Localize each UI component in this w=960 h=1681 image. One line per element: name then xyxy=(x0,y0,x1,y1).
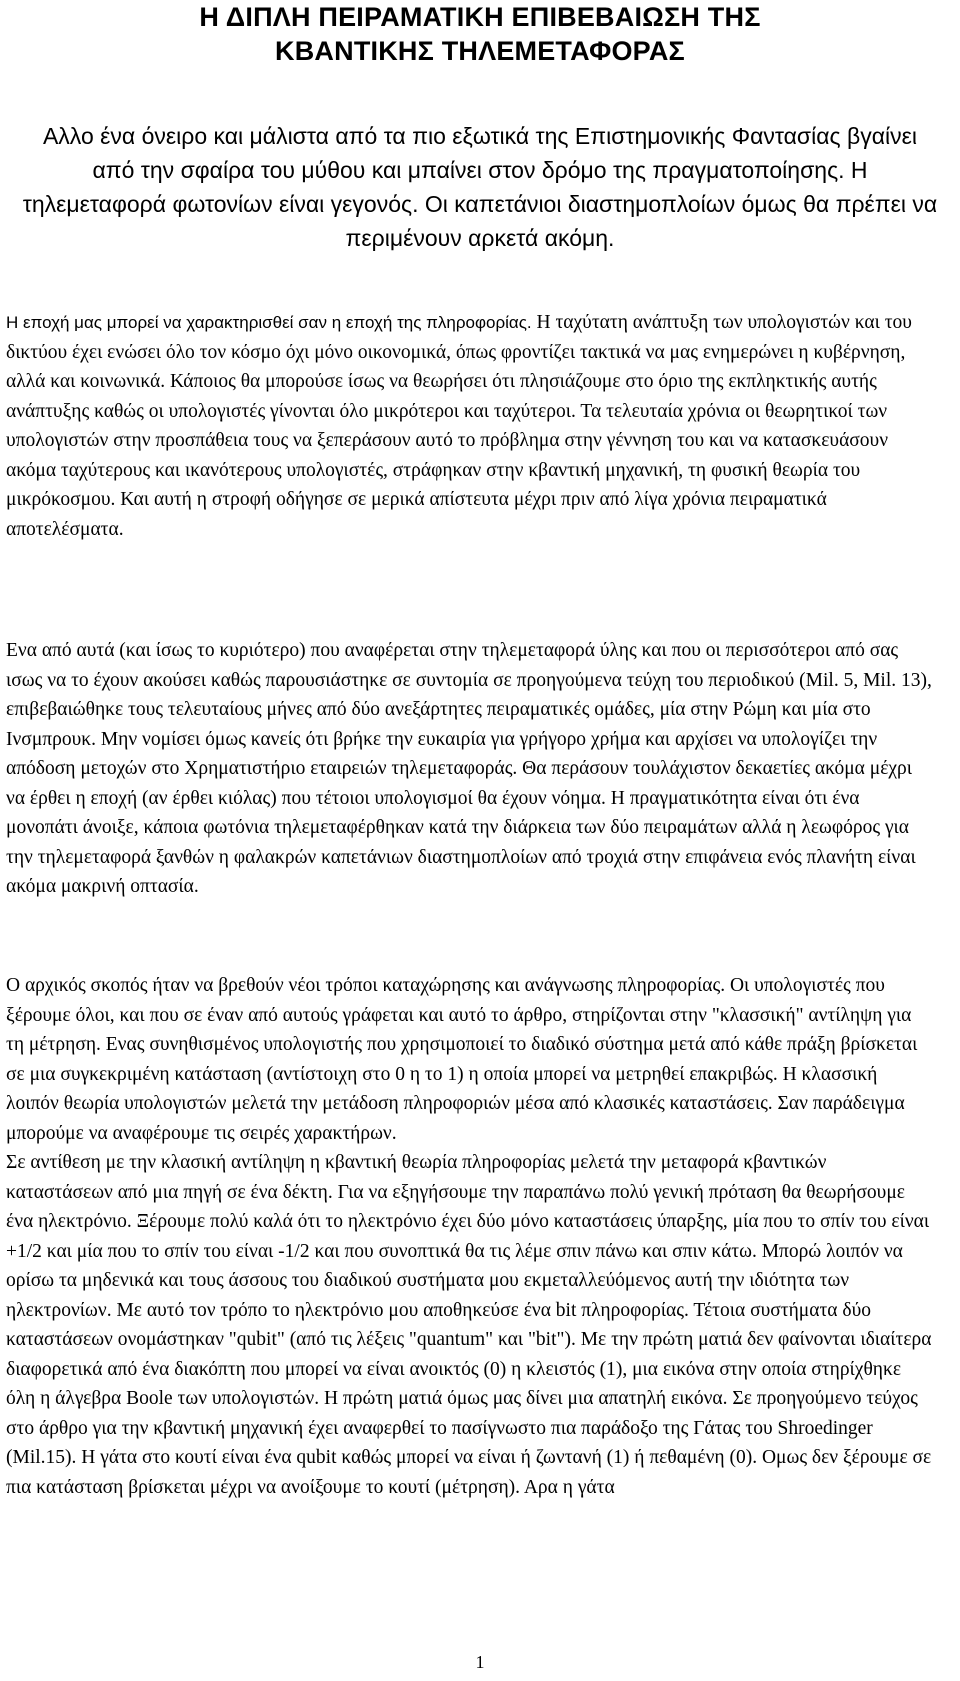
title-line-1: Η ΔΙΠΛΗ ΠΕΙΡΑΜΑΤΙΚΗ ΕΠΙΒΕΒΑΙΩΣΗ ΤΗΣ xyxy=(199,2,761,32)
paragraph-3 xyxy=(6,971,934,1502)
paragraph-2: Ενα από αυτά (και ίσως το κυριότερο) που αναφέρεται στην τηλεμεταφορά ύλης και που οι περισσότεροι από σας ισως να το έχουν ακούσει καθώς παρουσιάστηκε σε συντομία σε προηγούμενα τεύχη του περιοδικού (Mil. 5, Mil. 13), επιβεβαιώθηκε τους τελευταίους μήνες από δύο ανεξάρτητες πειραματικές ομάδες, μία στην Ρώμη και μία στο Ινσμπρουκ. Μην νομίσει όμως κανείς ότι βρήκε την ευκαιρία για γρήγορο χρήμα και αρχίσει να υπολογίζει την απόδοση μετοχών στο Χρηματιστήριο εταιρειών τηλεμεταφοράς. Θα περάσουν τουλάχιστον δεκαετίες ακόμα μέχρι να έρθει η εποχή (αν έρθει κιόλας) που τέτοιοι υπολογισμοί θα έχουν νόημα. Η πραγματικότητα είναι ότι ένα μονοπάτι άνοιξε, κάποια φωτόνια τηλεμεταφέρθηκαν κατά την διάρκεια των δύο πειραμάτων αλλά η λεωφόρος για την τηλεμεταφορά ξανθών η φαλακρών καπετάνιων διαστημοπλοίων από τροχιά στην επιφάνεια ενός πλανήτη είναι ακόμα μακρινή οπτασία. xyxy=(6,640,932,897)
page-number: 1 xyxy=(475,1652,485,1672)
paragraph-1-lead: Η εποχή μας μπορεί να χαρακτηρισθεί σαν η εποχή της πληροφορίας. xyxy=(6,313,532,332)
article-title xyxy=(30,0,930,68)
article-subtitle: Αλλο ένα όνειρο και μάλιστα από τα πιο εξωτικά της Επιστημονικής Φαντασίας βγαίνει από την σφαίρα του μύθου και μπαίνει στον δρόμο της πραγματοποίησης. Η τηλεμεταφορά φωτονίων είναι γεγονός. Οι καπετάνιοι διαστημοπλοίων όμως θα πρέπει να περιμένουν αρκετά ακόμη. xyxy=(22,123,938,251)
paragraph-1-rest: Η ταχύτατη ανάπτυξη των υπολογιστών και του δικτύου έχει ενώσει όλο τον κόσμο όχι μόνο οικονομικά, όπως φροντίζει τακτικά να μας ενημερώνει η κυβέρνηση, αλλά και κοινωνικά. Κάποιος θα μπορούσε ίσως να θεωρήσει ότι πλησιάζουμε στο όριο της εκπληκτικής αυτής ανάπτυξης καθώς οι υπολογιστές γίνονται όλο μικρότεροι και ταχύτεροι. Τα τελευταία χρόνια οι θεωρητικοί των υπολογιστών στην προσπάθεια τους να ξεπεράσουν αυτό το πρόβλημα στην γέννηση του και να κατασκευάσουν ακόμα ταχύτερους και ικανότερους υπολογιστές, στράφηκαν στην κβαντική μηχανική, τη φυσική θεωρία του μικρόκοσμου. Και αυτή η στροφή οδήγησε σε μερικά απίστευτα μέχρι πριν από λίγα χρόνια πειραματικά αποτελέσματα. xyxy=(6,312,912,540)
paragraph-3b: Σε αντίθεση με την κλασική αντίληψη η κβαντική θεωρία πληροφορίας μελετά την μεταφορά κβαντικών καταστάσεων από μια πηγή σε ένα δέκτη. Για να εξηγήσουμε την παραπάνω πολύ γενική πρόταση θα θεωρήσουμε ένα ηλεκτρόνιο. Ξέρουμε πολύ καλά ότι το ηλεκτρόνιο έχει δύο μόνο καταστάσεις ύπαρξης, μία που το σπίν του είναι +1/2 και μία που το σπίν του είναι -1/2 και που συνοπτικά θα τις λέμε σπιν πάνω και σπιν κάτω. Μπορώ λοιπόν να ορίσω τα μηδενικά και τους άσσους του διαδικού συστήματα μου εκμεταλλεύόμενος αυτή την ιδιότητα των ηλεκτρονίων. Με αυτό τον τρόπο το ηλεκτρόνιο μου αποθηκεύσε ένα bit πληροφορίας. Τέτοια συστήματα δύο καταστάσεων ονομάστηκαν "qubit" (από τις λέξεις "quantum" και "bit"). Με την πρώτη ματιά δεν φαίνονται ιδιαίτερα διαφορετικά από ένα διακόπτη που μπορεί να είναι ανοικτός (0) η κλειστός (1), μια εικόνα στην οποία στηρίχθηκε όλη η άλγεβρα Boole των υπολογιστών. Η πρώτη ματιά όμως μας δίνει μια απατηλή εικόνα. Σε προηγούμενο τεύχος στο άρθρο για την κβαντική μηχανική έχει αναφερθεί το πασίγνωστο πια παράδοξο της Γάτας του Shroedinger (Mil.15). Η γάτα στο κουτί είναι ένα qubit καθώς μπορεί να είναι ή ζωντανή (1) ή πεθαμένη (0). Ομως δεν ξέρουμε σε πια κατάσταση βρίσκεται μέχρι να ανοίξουμε το κουτί (μέτρηση). Αρα η γάτα xyxy=(6,1152,932,1498)
paragraph-1 xyxy=(6,308,934,544)
title-line-2: ΚΒΑΝΤΙΚΗΣ ΤΗΛΕΜΕΤΑΦΟΡΑΣ xyxy=(275,36,685,66)
paragraph-3a: Ο αρχικός σκοπός ήταν να βρεθούν νέοι τρόποι καταχώρησης και ανάγνωσης πληροφορίας. Οι υπολογιστές που ξέρουμε όλοι, και που σε έναν από αυτούς γράφεται και αυτό το άρθρο, στηρίζονται στην "κλασσική" αντίληψη για τη μέτρηση. Ενας συνηθισμένος υπολογιστής που χρησιμοποιεί το διαδικό σύστημα μετά από κάθε πράξη βρίσκεται σε μια συγκεκριμένη κατάσταση (αντίστοιχη στο 0 η το 1) η οποία μπορεί να μετρηθεί επακριβώς. Η κλασσική λοιπόν θεωρία υπολογιστών μελετά την μετάδοση πληροφοριών μέσα από κλασικές καταστάσεις. Σαν παράδειγμα μπορούμε να αναφέρουμε τις σειρές χαρακτήρων. xyxy=(6,975,918,1144)
